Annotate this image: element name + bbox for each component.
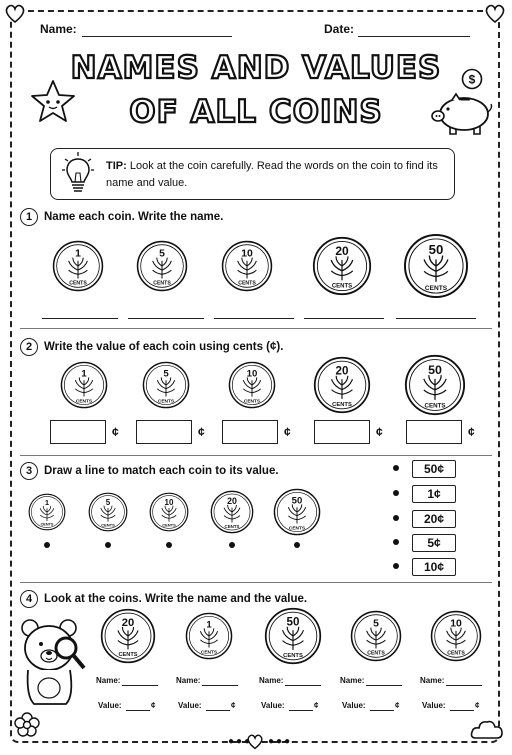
name-label: Name: xyxy=(40,22,77,36)
svg-text:10: 10 xyxy=(241,248,253,260)
section-divider xyxy=(20,582,492,583)
cent-sign: ¢ xyxy=(314,701,319,710)
svg-text:CENTS: CENTS xyxy=(200,650,218,656)
section-instruction: Draw a line to match each coin to its value. xyxy=(44,465,279,477)
tip-label: TIP: xyxy=(106,160,127,172)
value-label: Value: xyxy=(98,701,122,710)
name-label: Name: xyxy=(340,676,365,685)
section-2-heading xyxy=(20,338,283,356)
value-box[interactable] xyxy=(314,420,370,444)
cent-sign: ¢ xyxy=(151,701,156,710)
coin-50-cents xyxy=(404,354,466,416)
coin-1-cents xyxy=(28,493,66,531)
section-number: 1 xyxy=(20,208,38,226)
coin-10-cents xyxy=(430,610,482,662)
coin-1-cents xyxy=(52,240,104,292)
date-line[interactable] xyxy=(358,36,470,37)
svg-text:CENTS: CENTS xyxy=(283,652,303,659)
svg-text:CENTS: CENTS xyxy=(243,399,261,405)
tip-box xyxy=(50,148,455,200)
svg-text:10: 10 xyxy=(246,368,258,380)
svg-text:5: 5 xyxy=(159,248,165,260)
coin-20-cents xyxy=(100,608,156,664)
svg-text:CENTS: CENTS xyxy=(224,523,240,529)
match-dot[interactable] xyxy=(393,490,399,496)
bottom-dots: ●●● xyxy=(268,736,293,747)
section-number: 3 xyxy=(20,462,38,480)
svg-text:1: 1 xyxy=(44,498,50,508)
value-option: 1¢ xyxy=(412,485,456,503)
coin-1-cents xyxy=(60,361,108,409)
value-label: Value: xyxy=(261,701,285,710)
answer-line[interactable] xyxy=(304,318,384,319)
cent-sign: ¢ xyxy=(284,425,291,439)
value-option: 50¢ xyxy=(412,460,456,478)
date-label: Date: xyxy=(324,22,355,36)
svg-text:50: 50 xyxy=(291,495,303,507)
name-answer-line[interactable] xyxy=(366,685,402,686)
tip-body: Look at the coin carefully. Read the words on the coin to find its name and value. xyxy=(106,160,438,189)
section-4-heading xyxy=(20,590,307,608)
match-dot[interactable] xyxy=(393,563,399,569)
section-3-heading xyxy=(20,462,279,480)
name-label: Name: xyxy=(176,676,201,685)
coin-20-cents xyxy=(313,356,371,414)
value-label: Value: xyxy=(342,701,366,710)
match-dot[interactable] xyxy=(166,542,172,548)
name-answer-line[interactable] xyxy=(122,685,158,686)
match-dot[interactable] xyxy=(393,539,399,545)
svg-text:CENTS: CENTS xyxy=(331,283,353,290)
svg-text:50: 50 xyxy=(428,242,444,258)
svg-text:CENTS: CENTS xyxy=(162,522,176,528)
svg-text:CENTS: CENTS xyxy=(424,402,446,410)
value-option: 20¢ xyxy=(412,510,456,528)
name-answer-line[interactable] xyxy=(446,685,482,686)
section-instruction: Name each coin. Write the name. xyxy=(44,211,224,223)
value-box[interactable] xyxy=(136,420,192,444)
name-label: Name: xyxy=(96,676,121,685)
cent-sign: ¢ xyxy=(475,701,480,710)
value-label: Value: xyxy=(422,701,446,710)
cent-sign: ¢ xyxy=(112,425,119,439)
section-divider xyxy=(20,328,492,329)
cent-sign: ¢ xyxy=(198,425,205,439)
title-line-1: NAMES AND VALUES xyxy=(70,50,442,86)
value-option: 10¢ xyxy=(412,558,456,576)
answer-line[interactable] xyxy=(396,318,476,319)
svg-text:CENTS: CENTS xyxy=(101,522,115,528)
match-dot[interactable] xyxy=(393,465,399,471)
match-dot[interactable] xyxy=(44,542,50,548)
svg-text:1: 1 xyxy=(75,248,81,260)
svg-text:20: 20 xyxy=(121,616,135,629)
title-line-2: OF ALL COINS xyxy=(129,94,383,130)
value-answer-line[interactable] xyxy=(206,710,230,711)
answer-line[interactable] xyxy=(214,318,294,319)
svg-text:5: 5 xyxy=(163,368,169,380)
coin-1-cents xyxy=(185,612,233,660)
bear-magnifier-icon xyxy=(16,616,96,706)
name-label: Name: xyxy=(420,676,445,685)
coin-20-cents xyxy=(210,490,254,534)
coin-5-cents xyxy=(136,240,188,292)
section-number: 4 xyxy=(20,590,38,608)
value-box[interactable] xyxy=(222,420,278,444)
value-answer-line[interactable] xyxy=(126,710,150,711)
value-answer-line[interactable] xyxy=(289,710,313,711)
tip-text xyxy=(106,158,446,192)
cent-sign: ¢ xyxy=(395,701,400,710)
value-answer-line[interactable] xyxy=(370,710,394,711)
cent-sign: ¢ xyxy=(231,701,236,710)
heart-icon xyxy=(484,4,506,24)
value-answer-line[interactable] xyxy=(450,710,474,711)
star-icon xyxy=(28,78,78,124)
svg-text:CENTS: CENTS xyxy=(40,522,54,527)
svg-text:5: 5 xyxy=(373,618,379,630)
value-label: Value: xyxy=(178,701,202,710)
coin-10-cents xyxy=(228,361,276,409)
svg-text:CENTS: CENTS xyxy=(118,652,138,659)
match-dot[interactable] xyxy=(229,542,235,548)
bottom-dots: ●●● xyxy=(228,736,253,747)
svg-text:CENTS: CENTS xyxy=(75,399,93,405)
flower-icon xyxy=(14,712,40,738)
section-instruction: Write the value of each coin using cents (¢). xyxy=(44,341,284,353)
coin-5-cents xyxy=(88,492,128,532)
section-number: 2 xyxy=(20,338,38,356)
coin-5-cents xyxy=(350,610,402,662)
heart-icon xyxy=(4,4,26,24)
answer-line[interactable] xyxy=(128,318,204,319)
svg-text:CENTS: CENTS xyxy=(153,280,171,287)
cloud-icon xyxy=(470,718,504,740)
svg-text:20: 20 xyxy=(335,244,349,259)
svg-text:CENTS: CENTS xyxy=(332,401,352,408)
svg-text:20: 20 xyxy=(335,364,349,378)
coin-50-cents xyxy=(264,607,322,665)
cent-sign: ¢ xyxy=(376,425,383,439)
svg-text:CENTS: CENTS xyxy=(69,280,87,287)
value-option: 5¢ xyxy=(412,534,456,552)
value-box[interactable] xyxy=(50,420,106,444)
piggy-bank-icon xyxy=(428,92,494,138)
svg-text:CENTS: CENTS xyxy=(238,280,256,287)
svg-text:CENTS: CENTS xyxy=(157,399,175,405)
section-divider xyxy=(20,455,492,456)
svg-text:CENTS: CENTS xyxy=(424,284,448,292)
match-dot[interactable] xyxy=(294,542,300,548)
coin-5-cents xyxy=(142,361,190,409)
name-answer-line[interactable] xyxy=(285,685,321,686)
coin-50-cents xyxy=(273,488,321,536)
match-dot[interactable] xyxy=(105,542,111,548)
svg-text:CENTS: CENTS xyxy=(367,650,385,657)
svg-text:$: $ xyxy=(468,72,476,87)
cent-sign: ¢ xyxy=(468,425,475,439)
svg-text:10: 10 xyxy=(164,497,174,507)
name-line[interactable] xyxy=(82,36,232,37)
coin-20-cents xyxy=(312,236,372,296)
svg-text:1: 1 xyxy=(206,619,212,631)
coin-10-cents xyxy=(149,492,189,532)
name-label: Name: xyxy=(259,676,284,685)
coin-10-cents xyxy=(221,240,273,292)
svg-text:20: 20 xyxy=(227,496,237,507)
coin-50-cents xyxy=(403,233,469,299)
dollar-coin-icon xyxy=(461,68,483,90)
value-box[interactable] xyxy=(406,420,462,444)
match-dot[interactable] xyxy=(393,515,399,521)
svg-text:50: 50 xyxy=(428,362,442,377)
svg-text:10: 10 xyxy=(450,618,462,630)
svg-text:1: 1 xyxy=(81,368,87,380)
svg-text:CENTS: CENTS xyxy=(288,526,306,532)
svg-text:5: 5 xyxy=(105,497,111,507)
name-answer-line[interactable] xyxy=(202,685,238,686)
section-1-heading xyxy=(20,208,223,226)
section-instruction: Look at the coins. Write the name and the value. xyxy=(44,593,308,605)
lightbulb-icon xyxy=(61,151,95,197)
svg-text:50: 50 xyxy=(286,615,300,629)
svg-text:CENTS: CENTS xyxy=(447,650,465,657)
answer-line[interactable] xyxy=(42,318,118,319)
